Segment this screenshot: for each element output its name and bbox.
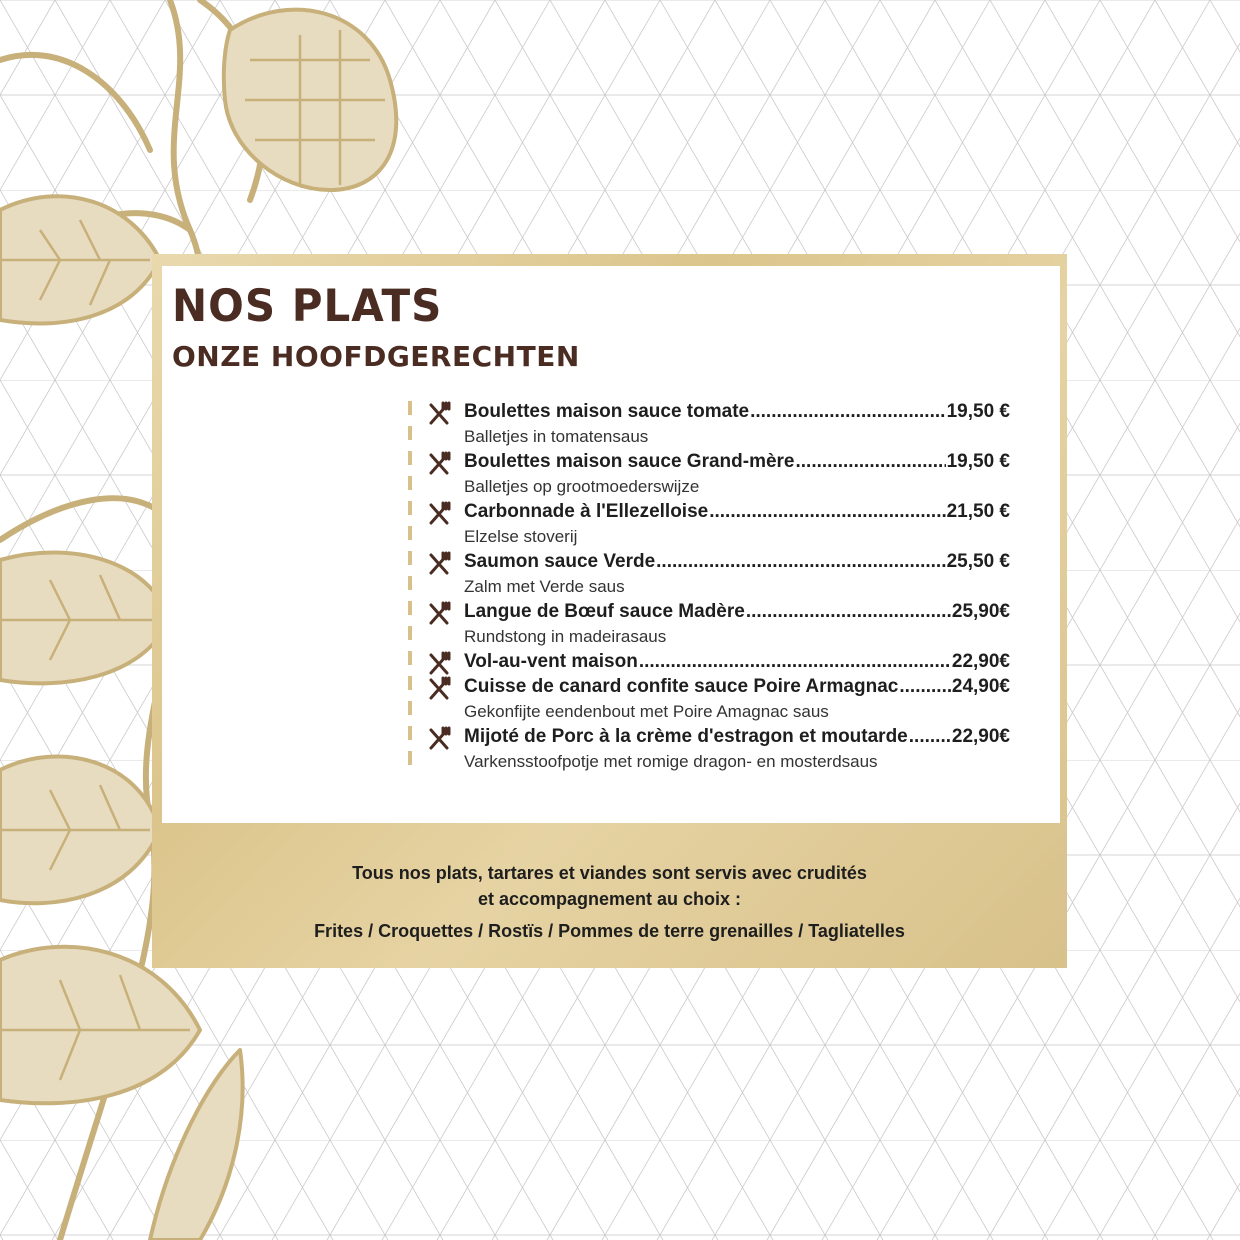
menu-item-price: 22,90€	[951, 651, 1010, 672]
menu-item-name: Vol-au-vent maison	[464, 651, 638, 672]
menu-item-line	[464, 551, 1010, 576]
menu-item-line	[464, 651, 1010, 676]
menu-item-name: Boulettes maison sauce Grand-mère	[464, 451, 795, 472]
menu-item-name: Cuisse de canard confite sauce Poire Armagnac	[464, 676, 899, 697]
fork-knife-icon	[426, 451, 452, 477]
leader-dots	[899, 676, 951, 698]
menu-item-description: Gekonfijte eendenbout met Poire Amagnac saus	[464, 702, 829, 721]
footer-line-1: Tous nos plats, tartares et viandes sont servis avec crudités	[352, 863, 867, 883]
menu-item-line	[464, 451, 1010, 476]
leader-dots	[639, 651, 951, 673]
menu-item-line	[464, 601, 1010, 626]
fork-knife-icon	[426, 551, 452, 577]
dashed-divider	[408, 401, 412, 767]
menu-item-price: 22,90€	[951, 726, 1010, 747]
leader-dots	[796, 451, 946, 473]
menu-item-line	[464, 676, 1010, 701]
leader-dots	[750, 401, 946, 423]
menu-item-price: 19,50 €	[946, 401, 1010, 422]
fork-knife-icon	[426, 676, 452, 702]
fork-knife-icon	[426, 401, 452, 427]
menu-item-description: Varkensstoofpotje met romige dragon- en mosterdsaus	[464, 752, 878, 771]
leader-dots	[656, 551, 945, 573]
leader-dots	[746, 601, 951, 623]
fork-knife-icon	[426, 651, 452, 677]
menu-item-name: Carbonnade à l'Ellezelloise	[464, 501, 709, 522]
menu-item-name: Boulettes maison sauce tomate	[464, 401, 750, 422]
menu-item-description: Balletjes in tomatensaus	[464, 427, 649, 446]
page-title: NOS PLATS	[172, 280, 443, 332]
fork-knife-icon	[426, 726, 452, 752]
menu-item-price: 25,50 €	[946, 551, 1010, 572]
menu-item-line	[464, 726, 1010, 751]
page-subtitle: ONZE HOOFDGERECHTEN	[172, 340, 580, 373]
leader-dots	[909, 726, 951, 748]
leader-dots	[709, 501, 945, 523]
fork-knife-icon	[426, 501, 452, 527]
menu-item-price: 25,90€	[951, 601, 1010, 622]
menu-item-price: 21,50 €	[946, 501, 1010, 522]
menu-item-price: 19,50 €	[946, 451, 1010, 472]
menu-item-line	[464, 501, 1010, 526]
menu-item-description: Elzelse stoverij	[464, 527, 578, 546]
footer-line-2: et accompagnement au choix :	[477, 889, 742, 909]
menu-item-price: 24,90€	[951, 676, 1010, 697]
menu-item-name: Mijoté de Porc à la crème d'estragon et moutarde	[464, 726, 908, 747]
menu-item-name: Langue de Bœuf sauce Madère	[464, 601, 745, 622]
fork-knife-icon	[426, 601, 452, 627]
menu-item-name: Saumon sauce Verde	[464, 551, 656, 572]
footer-note	[152, 860, 1067, 944]
menu-item-description: Zalm met Verde saus	[464, 577, 625, 596]
menu-item-description: Balletjes op grootmoederswijze	[464, 477, 700, 496]
menu-item-line	[464, 401, 1010, 426]
footer-line-3: Frites / Croquettes / Rostïs / Pommes de terre grenailles / Tagliatelles	[314, 921, 905, 941]
menu-item-description: Rundstong in madeirasaus	[464, 627, 667, 646]
